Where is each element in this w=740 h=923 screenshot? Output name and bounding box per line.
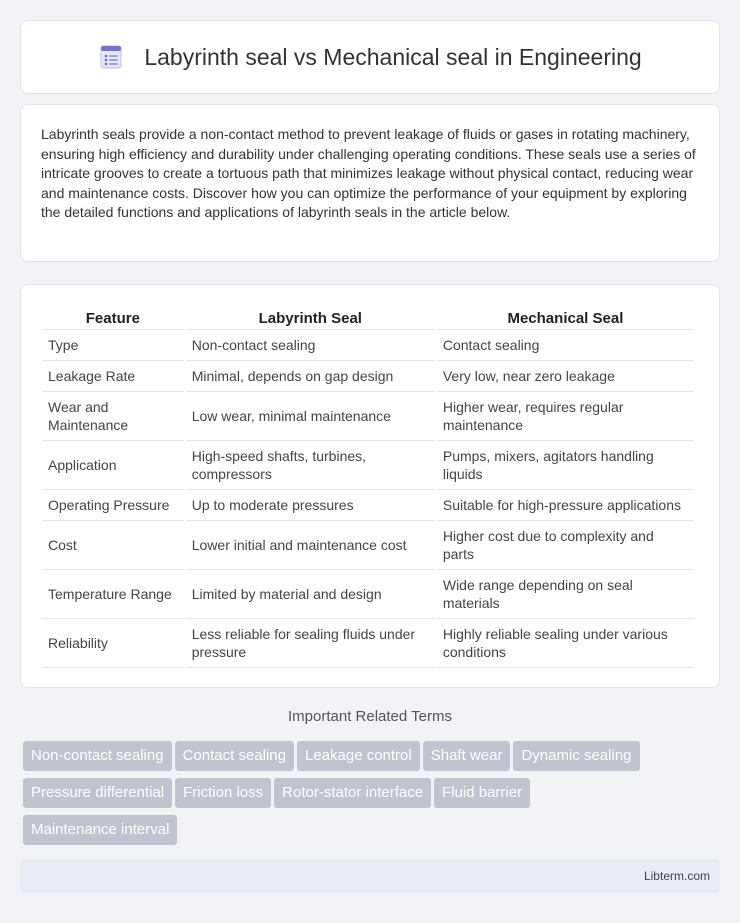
page-title: Labyrinth seal vs Mechanical seal in Engineering bbox=[144, 43, 642, 70]
term-tag[interactable]: Contact sealing bbox=[175, 741, 294, 771]
table-row bbox=[42, 441, 694, 490]
table-row bbox=[42, 330, 694, 361]
feature-cell: Cost bbox=[42, 521, 184, 570]
mechanical-cell: Suitable for high-pressure applications bbox=[437, 490, 694, 521]
feature-cell: Wear and Maintenance bbox=[42, 392, 184, 441]
term-tag[interactable]: Dynamic sealing bbox=[513, 741, 639, 771]
labyrinth-cell: Up to moderate pressures bbox=[186, 490, 435, 521]
labyrinth-cell: Minimal, depends on gap design bbox=[186, 361, 435, 392]
labyrinth-cell: High-speed shafts, turbines, compressors bbox=[186, 441, 435, 490]
comparison-table bbox=[40, 305, 696, 668]
footer-site-link[interactable]: Libterm.com bbox=[643, 869, 710, 883]
table-row bbox=[42, 521, 694, 570]
mechanical-cell: Higher wear, requires regular maintenance bbox=[437, 392, 694, 441]
labyrinth-cell: Low wear, minimal maintenance bbox=[186, 392, 435, 441]
header-mechanical-seal: Mechanical Seal bbox=[437, 305, 694, 330]
mechanical-cell: Contact sealing bbox=[437, 330, 694, 361]
table-header-row bbox=[42, 305, 694, 330]
term-tag[interactable]: Leakage control bbox=[297, 741, 420, 771]
term-tag[interactable]: Maintenance interval bbox=[23, 815, 177, 845]
table-row bbox=[42, 490, 694, 521]
header-labyrinth-seal: Labyrinth Seal bbox=[186, 305, 435, 330]
term-tag[interactable]: Pressure differential bbox=[23, 778, 172, 808]
table-row bbox=[42, 361, 694, 392]
labyrinth-cell: Less reliable for sealing fluids under pressure bbox=[186, 619, 435, 668]
footer bbox=[20, 859, 720, 893]
mechanical-cell: Highly reliable sealing under various conditions bbox=[437, 619, 694, 668]
labyrinth-cell: Limited by material and design bbox=[186, 570, 435, 619]
related-terms-heading: Important Related Terms bbox=[288, 708, 452, 725]
intro-paragraph: Labyrinth seals provide a non-contact method to prevent leakage of fluids or gases in rotating machinery, ensuring high efficiency and durability under challenging operating conditions. These seals use a series of intricate grooves to create a tortuous path that minimizes leakage without physical contact, reducing wear and maintenance costs. Discover how you can optimize the performance of your equipment by exploring the detailed functions and applications of labyrinth seals in the article below. bbox=[41, 126, 696, 220]
term-tag[interactable]: Friction loss bbox=[175, 778, 271, 808]
header-feature: Feature bbox=[42, 305, 184, 330]
term-tag[interactable]: Rotor-stator interface bbox=[274, 778, 431, 808]
feature-cell: Operating Pressure bbox=[42, 490, 184, 521]
mechanical-cell: Higher cost due to complexity and parts bbox=[437, 521, 694, 570]
term-tag[interactable]: Non-contact sealing bbox=[23, 741, 172, 771]
mechanical-cell: Wide range depending on seal materials bbox=[437, 570, 694, 619]
mechanical-cell: Pumps, mixers, agitators handling liquids bbox=[437, 441, 694, 490]
document-list-icon bbox=[98, 44, 124, 70]
table-row bbox=[42, 570, 694, 619]
term-tag[interactable]: Shaft wear bbox=[423, 741, 511, 771]
related-terms-list bbox=[23, 741, 703, 852]
labyrinth-cell: Lower initial and maintenance cost bbox=[186, 521, 435, 570]
feature-cell: Leakage Rate bbox=[42, 361, 184, 392]
title-card bbox=[20, 20, 720, 94]
feature-cell: Temperature Range bbox=[42, 570, 184, 619]
term-tag[interactable]: Fluid barrier bbox=[434, 778, 530, 808]
labyrinth-cell: Non-contact sealing bbox=[186, 330, 435, 361]
mechanical-cell: Very low, near zero leakage bbox=[437, 361, 694, 392]
feature-cell: Application bbox=[42, 441, 184, 490]
intro-card bbox=[20, 104, 720, 262]
table-row bbox=[42, 392, 694, 441]
feature-cell: Type bbox=[42, 330, 184, 361]
table-row bbox=[42, 619, 694, 668]
comparison-table-card bbox=[20, 284, 720, 688]
feature-cell: Reliability bbox=[42, 619, 184, 668]
